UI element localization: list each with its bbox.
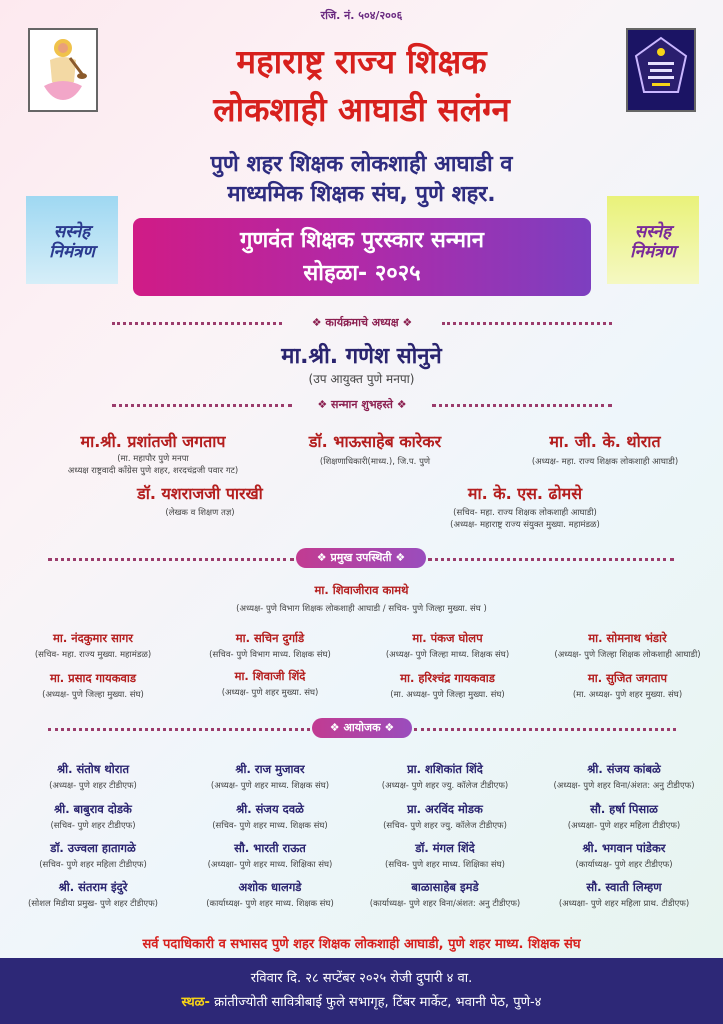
guest-main-role: (अध्यक्ष- पुणे विभाग शिक्षक लोकशाही आघाडी / सचिव- पुणे जिल्हा मुख्या. संघ ) [236, 604, 487, 614]
guests-section-label: ❖ प्रमुख उपस्थिती ❖ [296, 548, 426, 568]
honour-role-4: (लेखक व शिक्षण तज्ञ) [165, 508, 235, 518]
organizer-role: (कार्याध्यक्ष- पुणे शहर माध्य. शिक्षक संघ) [206, 899, 334, 909]
honour-role-3: (अध्यक्ष- महा. राज्य शिक्षक लोकशाही आघाडी) [531, 457, 679, 467]
invite-word-2: निमंत्रण [49, 242, 95, 262]
divider-right [432, 404, 612, 407]
footer-bar [0, 958, 723, 1024]
organizer-name: अशोक धालगडे [238, 880, 302, 894]
award-banner [133, 218, 591, 296]
honour-role-1a: (मा. महापौर पुणे मनपा [117, 454, 189, 464]
subtitle-line-2: माध्यमिक शिक्षक संघ, पुणे शहर. [227, 182, 496, 207]
banner-line-2: सोहळा- २०२५ [303, 261, 421, 286]
invite-badge-right [607, 196, 699, 284]
organizer-name: श्री. भगवान पांडेकर [582, 841, 666, 855]
honour-name-1: मा.श्री. प्रशांतजी जगताप [80, 432, 226, 451]
organizer-name: सौ. भारती राऊत [234, 841, 306, 855]
guest-name: मा. शिवाजी शिंदे [234, 669, 306, 683]
organizer-name: डॉ. मंगल शिंदे [415, 841, 475, 855]
divider-left [112, 322, 282, 325]
guest-name: मा. पंकज घोलप [412, 631, 483, 645]
organizer-role: (सचिव- पुणे शहर माध्य. शिक्षक संघ) [212, 821, 328, 831]
guest-name: मा. नंदकुमार सागर [52, 631, 134, 645]
venue-label: स्थळ- [181, 995, 210, 1010]
guest-role: (अध्यक्ष- पुणे शहर मुख्या. संघ) [221, 688, 319, 698]
organizer-name: श्री. बाबुराव दोडके [54, 802, 132, 816]
organizer-role: (अध्यक्षा- पुणे शहर माध्य. शिक्षिका संघ) [207, 860, 333, 870]
guest-role: (अध्यक्ष- पुणे जिल्हा माध्य. शिक्षक संघ) [385, 650, 510, 660]
president-section-label: ❖ कार्यक्रमाचे अध्यक्ष ❖ [311, 316, 413, 329]
honour-name-2: डॉ. भाऊसाहेब कारेकर [308, 432, 442, 451]
guest-name: मा. सुजित जगताप [587, 671, 668, 685]
honour-section-label: ❖ सन्मान शुभहस्ते ❖ [317, 398, 407, 411]
guest-name: मा. सोमनाथ भंडारे [588, 631, 667, 645]
organizer-name: श्री. संतोष थोरात [56, 762, 129, 776]
organizer-role: (अध्यक्षा- पुणे शहर महिला प्राथ. टीडीएफ) [558, 899, 690, 909]
organizer-role: (सचिव- पुणे शहर टीडीएफ) [50, 821, 136, 831]
guest-name: मा. प्रसाद गायकवाड [49, 671, 137, 685]
organizer-name: श्री. संतराम इंदुरे [58, 880, 128, 894]
title-line-1: महाराष्ट्र राज्य शिक्षक [236, 42, 487, 81]
organizer-role: (अध्यक्ष- पुणे शहर टीडीएफ) [49, 781, 137, 791]
honour-name-3: मा. जी. के. थोरात [549, 432, 661, 451]
organizer-role: (कार्याध्यक्ष- पुणे शहर टीडीएफ) [575, 860, 673, 870]
banner-line-1: गुणवंत शिक्षक पुरस्कार सन्मान [240, 228, 484, 253]
organizer-name: सौ. स्वाती लिम्हण [586, 880, 662, 894]
guest-role: (सचिव- महा. राज्य मुख्या. महामंडळ) [34, 650, 152, 660]
organizer-name: प्रा. अरविंद मोडक [407, 802, 483, 816]
organizer-role: (अध्यक्ष- पुणे शहर माध्य. शिक्षक संघ) [210, 781, 330, 791]
venue-text: क्रांतीज्योती सावित्रीबाई फुले सभागृह, टिंबर मार्केट, भवानी पेठ, पुणे-४ [214, 995, 542, 1010]
organizer-name: डॉ. उज्वला हातागळे [50, 841, 136, 855]
guest-role: (मा. अध्यक्ष- पुणे शहर मुख्या. संघ) [572, 690, 683, 700]
organizer-role: (सोशल मिडीया प्रमुख- पुणे शहर टीडीएफ) [28, 899, 158, 909]
title-line-2: लोकशाही आघाडी सलंग्न [213, 90, 510, 129]
guest-role: (अध्यक्ष- पुणे जिल्हा मुख्या. संघ) [42, 690, 144, 700]
organizer-role: (अध्यक्षा- पुणे शहर महिला टीडीएफ) [567, 821, 681, 831]
organizer-name: प्रा. शशिकांत शिंदे [407, 762, 483, 776]
divider-left [112, 404, 292, 407]
honour-name-5: मा. के. एस. ढोमसे [467, 484, 583, 503]
organizer-role: (कार्याध्यक्ष- पुणे शहर विना/अंशत: अनु टीडीएफ) [369, 899, 521, 909]
guest-role: (मा. अध्यक्ष- पुणे जिल्हा मुख्या. संघ) [390, 690, 505, 700]
invite-badge-left [26, 196, 118, 284]
guest-name: मा. हरिश्चंद्र गायकवाड [400, 671, 495, 685]
subtitle-line-1: पुणे शहर शिक्षक लोकशाही आघाडी व [210, 152, 513, 177]
divider-right [442, 322, 612, 325]
divider-left [48, 558, 294, 561]
guest-name: मा. सचिन दुर्गाडे [235, 631, 305, 645]
footer-hosts-line: सर्व पदाधिकारी व सभासद पुणे शहर शिक्षक लोकशाही आघाडी, पुणे शहर माध्य. शिक्षक संघ [142, 937, 581, 952]
honour-role-5b: (अध्यक्ष- महाराष्ट्र राज्य संयुक्त मुख्या. महामंडळ) [450, 520, 600, 530]
divider-right [428, 558, 674, 561]
divider-left [48, 728, 310, 731]
guest-role: (सचिव- पुणे विभाग माध्य. शिक्षक संघ) [209, 650, 331, 660]
divider-right [414, 728, 676, 731]
organizer-role: (सचिव- पुणे शहर महिला टीडीएफ) [39, 860, 147, 870]
organizer-name: श्री. संजय दवळे [236, 802, 304, 816]
organizer-name: सौ. हर्षा पिसाळ [590, 802, 658, 816]
event-date-time: रविवार दि. २८ सप्टेंबर २०२५ रोजी दुपारी ४ वा. [250, 971, 473, 986]
organizer-role: (सचिव- पुणे शहर माध्य. शिक्षिका संघ) [385, 860, 505, 870]
honour-name-4: डॉ. यशराजजी पारखी [137, 484, 263, 503]
organizer-name: श्री. राज मुजावर [235, 762, 305, 776]
invite-word-1: सस्नेह [634, 222, 672, 242]
organizer-name: बाळासाहेब इमडे [411, 880, 479, 894]
honour-role-1b: अध्यक्ष राष्ट्रवादी काँग्रेस पुणे शहर, शरदचंद्रजी पवार गट) [67, 466, 239, 476]
honour-role-2: (शिक्षणाधिकारी(माध्य.), जि.प. पुणे [319, 457, 431, 467]
organizer-role: (सचिव- पुणे शहर ज्यु. कॉलेज टीडीएफ) [383, 821, 507, 831]
invite-word-2: निमंत्रण [630, 242, 676, 262]
invite-word-1: सस्नेह [53, 222, 91, 242]
organizer-name: श्री. संजय कांबळे [587, 762, 661, 776]
registration-number: रजि. नं. ५०४/२००६ [320, 9, 403, 22]
honour-role-5a: (सचिव- महा. राज्य शिक्षक लोकशाही आघाडी) [453, 508, 597, 518]
organizer-role: (अध्यक्ष- पुणे शहर विना/अंशत: अनु टीडीएफ) [553, 781, 695, 791]
president-name: मा.श्री. गणेश सोनुने [281, 344, 442, 369]
organizer-role: (अध्यक्ष- पुणे शहर ज्यु. कॉलेज टीडीएफ) [381, 781, 509, 791]
guest-main-name: मा. शिवाजीराव कामथे [314, 583, 409, 597]
organizers-section-label: ❖ आयोजक ❖ [312, 718, 412, 738]
guest-role: (अध्यक्ष- पुणे जिल्हा शिक्षक लोकशाही आघाडी) [554, 650, 701, 660]
president-role: (उप आयुक्त पुणे मनपा) [308, 372, 415, 386]
event-venue-line [0, 992, 723, 1010]
